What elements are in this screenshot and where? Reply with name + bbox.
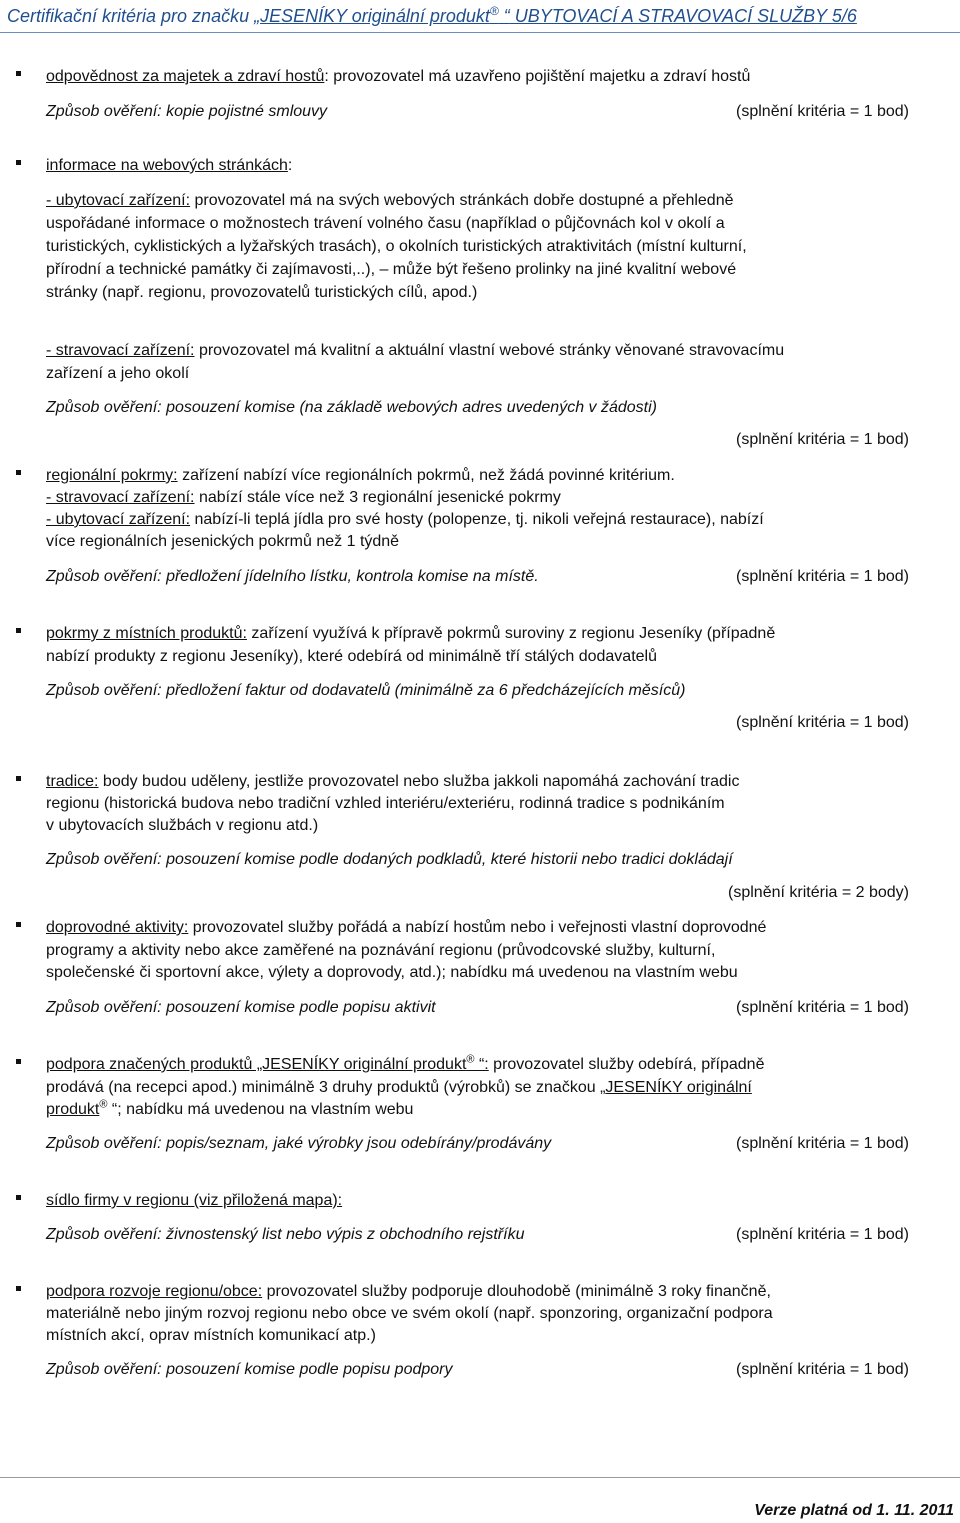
criterion-3-accommodation-line-2: více regionálních jesenických pokrmů než 1 týdně [46,533,400,550]
bullet-icon [16,71,21,76]
registered-mark: ® [466,1053,475,1066]
criterion-4-title: pokrmy z místních produktů: [46,625,247,642]
bullet-icon [16,776,21,781]
criterion-7-line-2: prodává (na recepci apod.) minimálně 3 druhy produktů (výrobků) se značkou „JESENÍKY originální [46,1079,752,1096]
criterion-2-accommodation-line-1: - ubytovací zařízení: provozovatel má na svých webových stránkách dobře dostupné a přehledně [46,192,734,209]
criterion-5-title: tradice: [46,773,99,790]
header-prefix: Certifikační kritéria pro značku [7,6,255,26]
criterion-2-catering-line-1: - stravovací zařízení: provozovatel má kvalitní a aktuální vlastní webové stránky věnované stravovacímu [46,342,785,359]
criterion-9-line-3: místních akcí, oprav místních komunikací atp.) [46,1327,376,1344]
criterion-6-points: (splnění kritéria = 1 bod) [736,999,909,1016]
registered-mark: ® [99,1098,108,1111]
criterion-1-text: : provozovatel má uzavřeno pojištění majetku a zdraví hostů [324,68,751,85]
criterion-4-method: Způsob ověření: předložení faktur od dodavatelů (minimálně za 6 předcházejících měsíců) [46,682,686,699]
criterion-1-title: odpovědnost za majetek a zdraví hostů [46,68,325,85]
criterion-7-title: podpora značených produktů „JESENÍKY originální produkt® “: [46,1053,489,1073]
criterion-9-method: Způsob ověření: posouzení komise podle popisu podpory [46,1361,453,1378]
version-footer: Verze platná od 1. 11. 2011 [754,1502,954,1519]
criterion-1-points: (splnění kritéria = 1 bod) [736,103,909,120]
criterion-4-line-1: pokrmy z místních produktů: zařízení využívá k přípravě pokrmů suroviny z regionu Jeseníky (případně [46,625,776,642]
criterion-5-method: Způsob ověření: posouzení komise podle dodaných podkladů, které historii nebo tradici dokládají [46,851,733,868]
criterion-6-line-2: programy a aktivity nebo akce zaměřené na poznávání regionu (průvodcovské služby, kulturní, [46,942,716,959]
footer-divider [0,1477,960,1478]
criterion-5-line-2: regionu (historická budova nebo tradiční vzhled interiéru/exteriéru, rodinná tradice s podnikáním [46,795,725,812]
accommodation-label: - ubytovací zařízení: [46,192,191,209]
criterion-2-accommodation-line-3: turistických, cyklistických a lyžařských trasách), o okolních turistických atraktivitách (místní kulturní, [46,238,747,255]
bullet-icon [16,1195,21,1200]
catering-label: - stravovací zařízení: [46,342,195,359]
criterion-9-line-2: materiálně nebo jiným rozvoj regionu nebo obce ve svém okolí (např. sponzoring, organizační podpora [46,1305,773,1322]
bullet-icon [16,922,21,927]
criterion-7-line-1: podpora značených produktů „JESENÍKY originální produkt® “: provozovatel služby odebírá, případně [46,1053,765,1073]
header-divider [0,32,960,33]
criterion-3-title: regionální pokrmy: [46,467,178,484]
bullet-icon [16,470,21,475]
bullet-icon [16,1286,21,1291]
criterion-3-accommodation-line-1: - ubytovací zařízení: nabízí-li teplá jídla pro své hosty (polopenze, tj. nikoli veřejná restaurace), nabízí [46,511,764,528]
criterion-2-accommodation-line-4: přírodní a technické památky či zajímavosti,..), – může být řešeno prolinky na jiné kvalitní webové [46,261,737,278]
bullet-icon [16,628,21,633]
criterion-3-catering: - stravovací zařízení: nabízí stále více než 3 regionální jesenické pokrmy [46,489,561,506]
criterion-8-method: Způsob ověření: živnostenský list nebo výpis z obchodního rejstříku [46,1226,525,1243]
criterion-6-line-3: společenské či sportovní akce, výlety a doprovody, atd.); nabídku má uvedenou na vlastním webu [46,964,738,981]
bullet-icon [16,1059,21,1064]
criterion-7-line-3: produkt® “; nabídku má uvedenou na vlastním webu [46,1098,414,1118]
criterion-9-points: (splnění kritéria = 1 bod) [736,1361,909,1378]
criterion-5-points: (splnění kritéria = 2 body) [728,884,909,901]
criterion-9-line-1: podpora rozvoje regionu/obce: provozovatel služby podporuje dlouhodobě (minimálně 3 roky finančně, [46,1283,771,1300]
criterion-2-method: Způsob ověření: posouzení komise (na základě webových adres uvedených v žádosti) [46,399,658,416]
criterion-8-title: sídlo firmy v regionu (viz přiložená mapa): [46,1192,343,1209]
criterion-8-points: (splnění kritéria = 1 bod) [736,1226,909,1243]
criterion-2-catering-line-2: zařízení a jeho okolí [46,365,190,382]
page-header [7,4,957,28]
criterion-3-points: (splnění kritéria = 1 bod) [736,568,909,585]
criterion-5-line-1: tradice: body budou uděleny, jestliže provozovatel nebo služba jakkoli napomáhá zachování tradic [46,773,740,790]
criterion-7-points: (splnění kritéria = 1 bod) [736,1135,909,1152]
criterion-2-title: informace na webových stránkách: [46,157,293,174]
criterion-4-line-2: nabízí produkty z regionu Jeseníky), které odebírá od minimálně tří stálých dodavatelů [46,648,657,665]
criterion-4-points: (splnění kritéria = 1 bod) [736,714,909,731]
criterion-6-method: Způsob ověření: posouzení komise podle popisu aktivit [46,999,436,1016]
criterion-2-accommodation-line-5: stránky (např. regionu, provozovatelů turistických cílů, apod.) [46,284,478,301]
criterion-2-points: (splnění kritéria = 1 bod) [736,431,909,448]
criterion-1-method: Způsob ověření: kopie pojistné smlouvy [46,103,328,120]
criterion-6-line-1: doprovodné aktivity: provozovatel služby pořádá a nabízí hostům nebo i veřejnosti vlastní doprovodné [46,919,767,936]
criterion-3-method: Způsob ověření: předložení jídelního lístku, kontrola komise na místě. [46,568,539,585]
criterion-5-line-3: v ubytovacích službách v regionu atd.) [46,817,319,834]
criterion-1 [46,66,750,88]
criterion-7-method: Způsob ověření: popis/seznam, jaké výrobky jsou odebírány/prodávány [46,1135,552,1152]
criterion-9-title: podpora rozvoje regionu/obce: [46,1283,263,1300]
criterion-2-accommodation-line-2: uspořádané informace o možnostech trávení volného času (například o půjčovnách kol v okolí a [46,215,725,232]
criterion-6-title: doprovodné aktivity: [46,919,189,936]
criterion-3-line-1: regionální pokrmy: zařízení nabízí více regionálních pokrmů, než žádá povinné kritérium. [46,467,675,484]
bullet-icon [16,160,21,165]
header-brand: „JESENÍKY originální produkt® “ UBYTOVACÍ A STRAVOVACÍ SLUŽBY 5/6 [254,4,857,26]
registered-mark: ® [489,4,499,18]
